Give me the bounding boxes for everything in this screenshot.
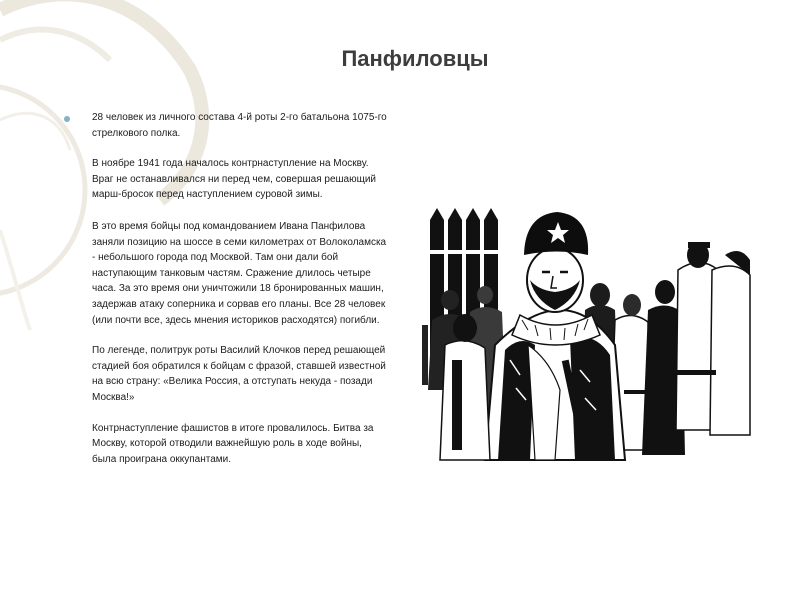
panfilov-soldiers-illustration: [410, 160, 755, 465]
bullet-icon: [64, 116, 70, 122]
paragraph-4: По легенде, политрук роты Василий Клочков перед решающей стадией боя обратился к бойцам с фразой, ставшей известной на всю страну: «Велика Россия, а отступать некуда - позади Москва!»: [92, 345, 386, 403]
paragraph-2: В ноябре 1941 года началось контрнаступление на Москву. Враг не останавливался ни перед чем, совершая решающий марш-бросок перед наступлением суровой зимы.: [92, 158, 377, 201]
paragraph-5: Контрнаступление фашистов в итоге провалилось. Битва за Москву, которой отводили важнейшую роль в ходе войны, была проиграна оккупантами.: [92, 422, 374, 465]
slide-body: [92, 110, 388, 483]
paragraph-3: В это время бойцы под командованием Ивана Панфилова заняли позицию на шоссе в семи километрах от Волоколамска - небольшого города под Москвой. Там они дали бой наступающим танковым частям. Сражение длилось четыре часа. За это время они уничтожили 18 бронированных машин, задержав атаку соперника и сорвав его планы. Все 28 человек (или почти все, здесь мнения историков расходятся) погибли.: [92, 220, 387, 326]
slide-title: Панфиловцы: [341, 46, 489, 71]
paragraph-1: 28 человек из личного состава 4-й роты 2-го батальона 1075-го стрелкового полка.: [92, 112, 387, 139]
